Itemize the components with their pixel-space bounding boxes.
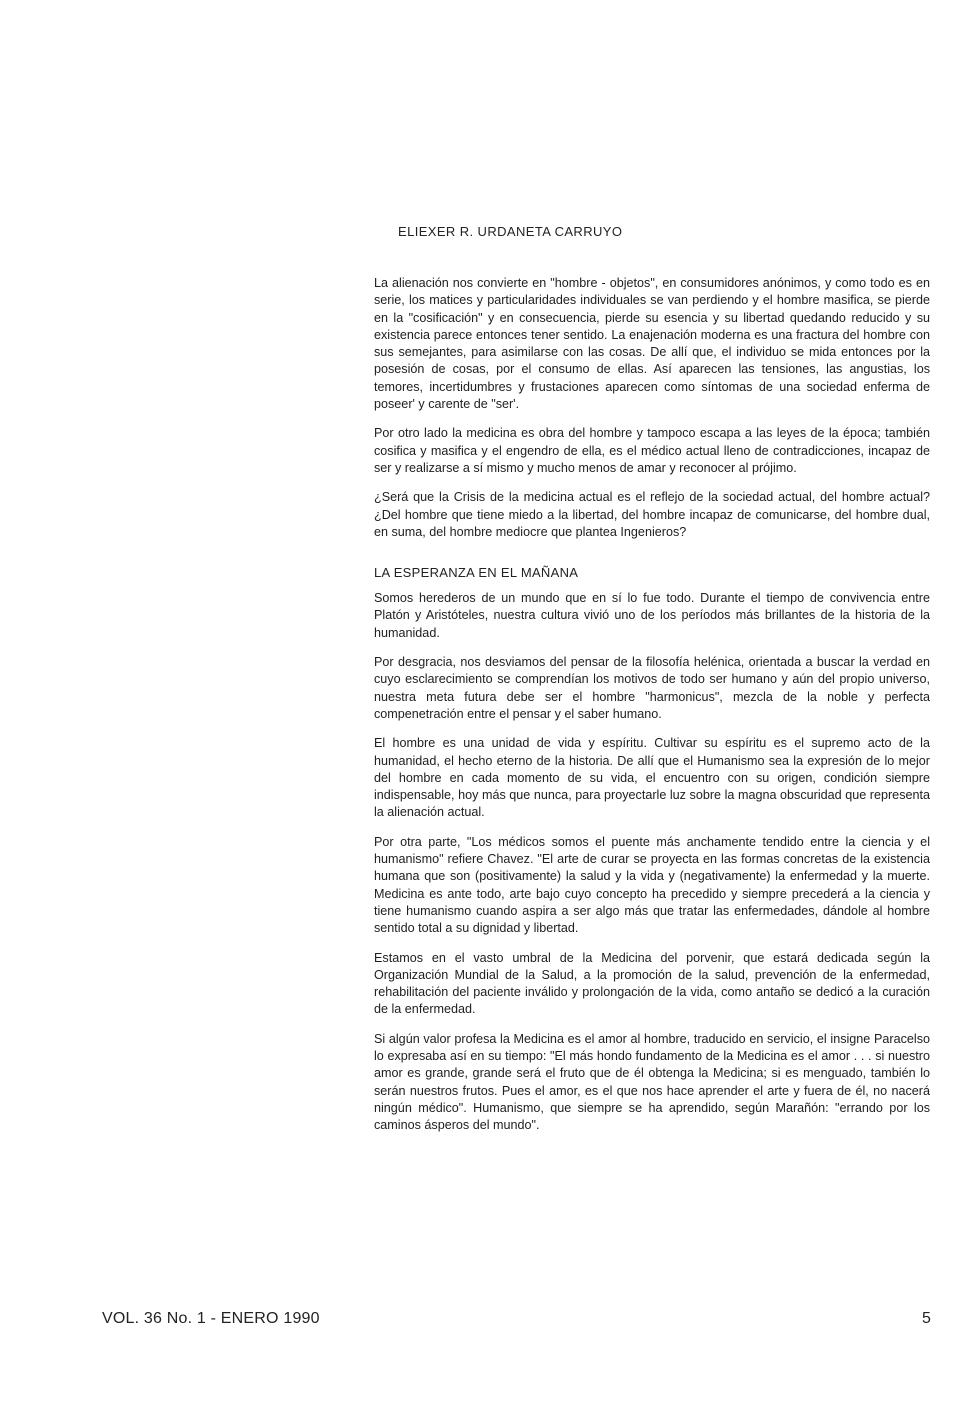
paragraph: Por desgracia, nos desviamos del pensar de la filosofía helénica, orientada a buscar la verdad en cuyo esclarecimiento se comprendían los motivos de todo ser humano y aún del propio universo, nuestra meta futura debe ser el hombre "harmonicus", mezcla de la noble y perfecta compenetración entre el pensar y el saber humano. bbox=[374, 655, 930, 721]
paragraph: La alienación nos convierte en "hombre - objetos", en consumidores anónimos, y como todo es en serie, los matices y particularidades individuales se van perdiendo y el hombre masifica, se pierde en la "cosificación" y en consecuencia, pierde su esencia y su libertad quedando reducido y su existencia parece entonces tener sentido. La enajenación moderna es una fractura del hombre con sus semejantes, para asimilarse con las cosas. De allí que, el individuo se mida entonces por la posesión de cosas, por el consumo de ellas. Así aparecen las tensiones, las angustias, los temores, incertidumbres y frustaciones aparecen como síntomas de una sociedad enferma de poseer' y carente de "ser'. bbox=[374, 276, 930, 412]
paragraph: Si algún valor profesa la Medicina es el amor al hombre, traducido en servicio, el insigne Paracelso lo expresaba así en su tiempo: "El más hondo fundamento de la Medicina es el amor . . . si nuestro amor es grande, grande será el fruto que de él obtenga la Medicina; si es menguado, también lo serán nuestros frutos. Pues el amor, es el que nos hace aprender el arte y fuera de él, no nacerá ningún médico". Humanismo, que siempre se ha aprendido, según Marañón: "errando por los caminos ásperos del mundo". bbox=[374, 1031, 930, 1133]
journal-footer: VOL. 36 No. 1 - ENERO 1990 bbox=[102, 1310, 320, 1327]
paragraph: El hombre es una unidad de vida y espíritu. Cultivar su espíritu es el supremo acto de la humanidad, el hecho eterno de la historia. De allí que el Humanismo sea la expresión de lo mejor del hombre en cada momento de su vida, el encuentro con su origen, condición siempre indispensable, hoy más que nunca, para proyectarle luz sobre la magna obscuridad que representa la alienación actual. bbox=[374, 736, 930, 820]
section-heading: LA ESPERANZA EN EL MAÑANA bbox=[374, 565, 579, 581]
paragraph: Somos herederos de un mundo que en sí lo fue todo. Durante el tiempo de convivencia entre Platón y Aristóteles, nuestra cultura vivió uno de los períodos más brillantes de la historia de la humanidad. bbox=[374, 591, 930, 640]
article-body bbox=[374, 275, 930, 1146]
page-number: 5 bbox=[922, 1310, 931, 1327]
paragraph: Por otra parte, "Los médicos somos el puente más anchamente tendido entre la ciencia y el humanismo" refiere Chavez. "El arte de curar se proyecta en las formas concretas de la existencia humana que son (positivamente) la salud y la vida y (negativamente) la enfermedad y la muerte. Medicina es ante todo, arte bajo cuyo concepto ha precedido y siempre precederá a la ciencia y tiene humanismo cuando aspira a ser algo más que tratar las enfermedades, dándole al hombre sentido total a su dignidad y libertad. bbox=[374, 834, 930, 936]
paragraph: ¿Será que la Crisis de la medicina actual es el reflejo de la sociedad actual, del hombre actual? ¿Del hombre que tiene miedo a la libertad, del hombre incapaz de comunicarse, del hombre dual, en suma, del hombre mediocre que plantea Ingenieros? bbox=[374, 490, 930, 539]
running-head-author: ELIEXER R. URDANETA CARRUYO bbox=[398, 224, 623, 239]
paragraph: Estamos en el vasto umbral de la Medicina del porvenir, que estará dedicada según la Organización Mundial de la Salud, a la promoción de la salud, prevención de la enfermedad, rehabilitación del paciente inválido y prolongación de la vida, como antaño se dedicó a la curación de la enfermedad. bbox=[374, 950, 930, 1017]
paragraph: Por otro lado la medicina es obra del hombre y tampoco escapa a las leyes de la época; también cosifica y masifica y el engendro de ella, es el médico actual lleno de contradicciones, incapaz de ser y realizarse a sí mismo y mucho menos de amar y reconocer al prójimo. bbox=[374, 426, 930, 475]
